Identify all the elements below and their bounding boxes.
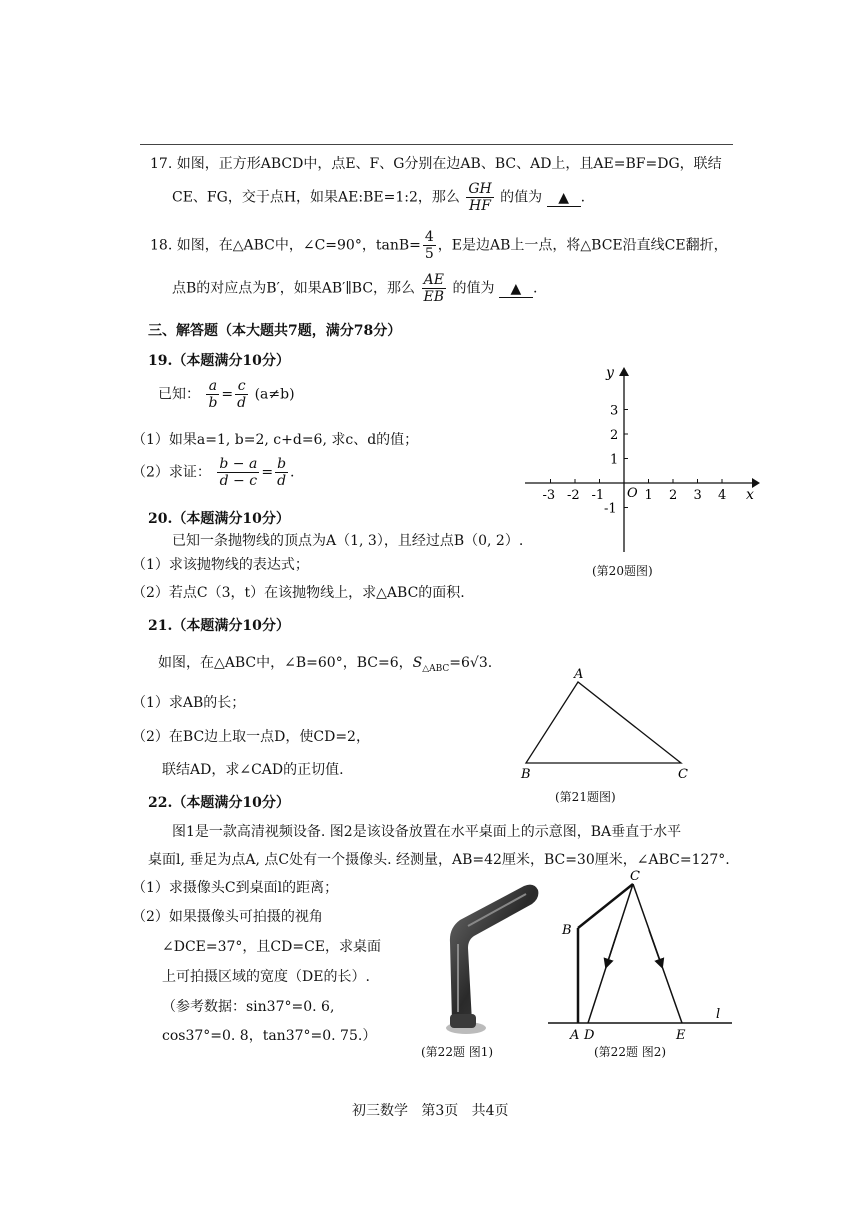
y-axis-label: y (606, 365, 614, 381)
q22-heading: 22.（本题满分10分） (148, 795, 290, 811)
q18-text-1: 如图，在△ABC中，∠C=90°，tanB= (176, 237, 421, 254)
y-tick-label: 3 (610, 403, 619, 419)
x-tick-label: 3 (693, 488, 702, 503)
q18-tan-fraction: $\frac{4}{5}$ (424, 229, 434, 263)
q18-fraction: $\frac{AE}{EB}$ (423, 272, 445, 306)
point-d-label: D (584, 1028, 595, 1043)
y-tick-label: -1 (604, 501, 617, 517)
page-footer (352, 1100, 509, 1120)
x-tick-label: -1 (591, 488, 605, 503)
q19-frac-right: $\frac{b}{d}$ (277, 456, 287, 490)
header-rule (140, 144, 733, 145)
point-a-label: A (570, 1028, 580, 1043)
x-tick-label: -3 (542, 488, 556, 503)
x-tick-label: 4 (718, 488, 727, 503)
point-c-label: C (630, 869, 640, 884)
q22-text-2: 桌面l, 垂足为点A, 点C处有一个摄像头. 经测量，AB=42厘米，BC=30厘米，∠ABC=127°. (148, 852, 730, 868)
point-e-label: E (676, 1028, 686, 1043)
q21-part2: （2）在BC边上取一点D，使CD=2， (132, 729, 370, 745)
q22-reference-1: （参考数据：sin37°=0. 6, (162, 999, 335, 1015)
vertex-b-label: B (521, 767, 531, 782)
vertex-a-label: A (574, 667, 584, 682)
x-axis-label: x (746, 487, 754, 503)
q19-frac-c-d: $\frac{c}{d}$ (237, 378, 247, 412)
q21-figure-caption: (第21题图) (555, 790, 616, 804)
q18-answer-blank[interactable]: ▲ (499, 281, 533, 298)
q21-area-symbol: S (412, 655, 423, 671)
q17-line2: CE、FG，交于点H，如果AE:BE=1:2，那么 $\frac{GH}{HF}$ 的值为 ▲ . (172, 181, 586, 215)
q22-figure2-caption: (第22题 图2) (594, 1045, 667, 1059)
footer-total-pages: 共4页 (471, 1103, 509, 1119)
q22-part1: （1）求摄像头C到桌面l的距离； (132, 880, 339, 896)
q17-answer-blank[interactable]: ▲ (547, 190, 581, 207)
vertex-c-label: C (678, 767, 688, 782)
q17-text-3: 的值为 (500, 189, 543, 206)
q18-line2: 点B的对应点为B′，如果AB′∥BC，那么 $\frac{AE}{EB}$ 的值为 ▲ . (172, 272, 538, 306)
q17-line1 (150, 153, 722, 173)
q21-part2-cont: 联结AD，求∠CAD的正切值. (162, 762, 344, 778)
q19-condition: (a≠b) (254, 386, 295, 403)
footer-page-number: 第3页 (421, 1103, 459, 1119)
footer-subject: 初三数学 (352, 1103, 408, 1119)
q19-part1: （1）如果a=1, b=2, c+d=6, 求c、d的值； (132, 432, 419, 448)
q22-part2-line2: ∠DCE=37°，且CD=CE，求桌面 (162, 939, 382, 955)
q20-text: 已知一条抛物线的顶点为A（1, 3），且经过点B（0, 2）. (172, 533, 524, 549)
q19-frac-left: $\frac{b - a}{d - c}$ (219, 456, 258, 490)
section-3-heading: 三、解答题（本大题共7题，满分78分） (148, 323, 402, 339)
q19-frac-a-b: $\frac{a}{b}$ (208, 378, 218, 412)
q22-part2-line3: 上可拍摄区域的宽度（DE的长）. (162, 969, 370, 985)
y-tick-label: 2 (610, 428, 619, 443)
q18-text-4: 的值为 (452, 280, 495, 297)
q18-text-2: ，E是边AB上一点，将△BCE沿直线CE翻折， (437, 237, 728, 254)
arrow-cd (607, 930, 618, 964)
q18-number: 18. (150, 237, 173, 254)
q21-part1: （1）求AB的长； (132, 695, 246, 711)
q19-heading: 19.（本题满分10分） (148, 353, 290, 369)
segment-bc (578, 884, 633, 928)
q20-coordinate-figure (520, 362, 760, 562)
q22-part2: （2）如果摄像头可拍摄的视角 (132, 909, 323, 925)
q20-part2: （2）若点C（3，t）在该抛物线上，求△ABC的面积. (132, 585, 465, 601)
y-tick-label: 1 (610, 452, 619, 468)
y-axis-arrow (619, 367, 629, 376)
q21-text: 如图，在△ABC中，∠B=60°，BC=6，$S_{\triangle ABC}=6√3$. (158, 655, 493, 674)
q17-text-1: 如图，正方形ABCD中，点E、F、G分别在边AB、BC、AD上，且AE=BF=DG，联结 (176, 156, 722, 172)
q18-text-3: 点B的对应点为B′，如果AB′∥BC，那么 (172, 280, 416, 297)
q19-given: 已知： $\frac{a}{b}$ = $\frac{c}{d}$ (a≠b) (158, 378, 295, 412)
point-b-label: B (562, 923, 572, 938)
q21-triangle-figure (515, 665, 695, 785)
q21-area-value: =6√3. (449, 655, 493, 671)
x-tick-label: 1 (644, 488, 653, 503)
q20-part1: （1）求该抛物线的表达式； (132, 557, 309, 573)
q22-figure1-caption: (第22题 图1) (421, 1045, 494, 1059)
q17-fraction: $\frac{GH}{HF}$ (468, 181, 492, 215)
q20-figure-caption: (第20题图) (592, 564, 653, 578)
x-tick-label: -2 (567, 488, 580, 503)
origin-label: O (627, 486, 638, 501)
arrow-ce (649, 930, 661, 964)
video-device-photo (428, 882, 548, 1042)
line-l-label: l (716, 1007, 721, 1022)
q22-figure2-diagram (540, 866, 740, 1046)
triangle-abc (526, 682, 681, 763)
q21-heading: 21.（本题满分10分） (148, 618, 290, 634)
q19-part2: （2）求证： $\frac{b - a}{d - c}$ = $\frac{b}{d}$ . (132, 456, 295, 490)
q18-line1 (150, 229, 728, 262)
q17-text-2: CE、FG，交于点H，如果AE:BE=1:2，那么 (172, 189, 460, 206)
q20-heading: 20.（本题满分10分） (148, 511, 290, 527)
q22-reference-2: cos37°=0. 8，tan37°=0. 75.） (162, 1028, 377, 1044)
x-tick-label: 2 (669, 488, 678, 503)
q22-text-1: 图1是一款高清视频设备. 图2是该设备放置在水平桌面上的示意图，BA垂直于水平 (172, 824, 682, 840)
q17-number: 17. (150, 156, 173, 172)
